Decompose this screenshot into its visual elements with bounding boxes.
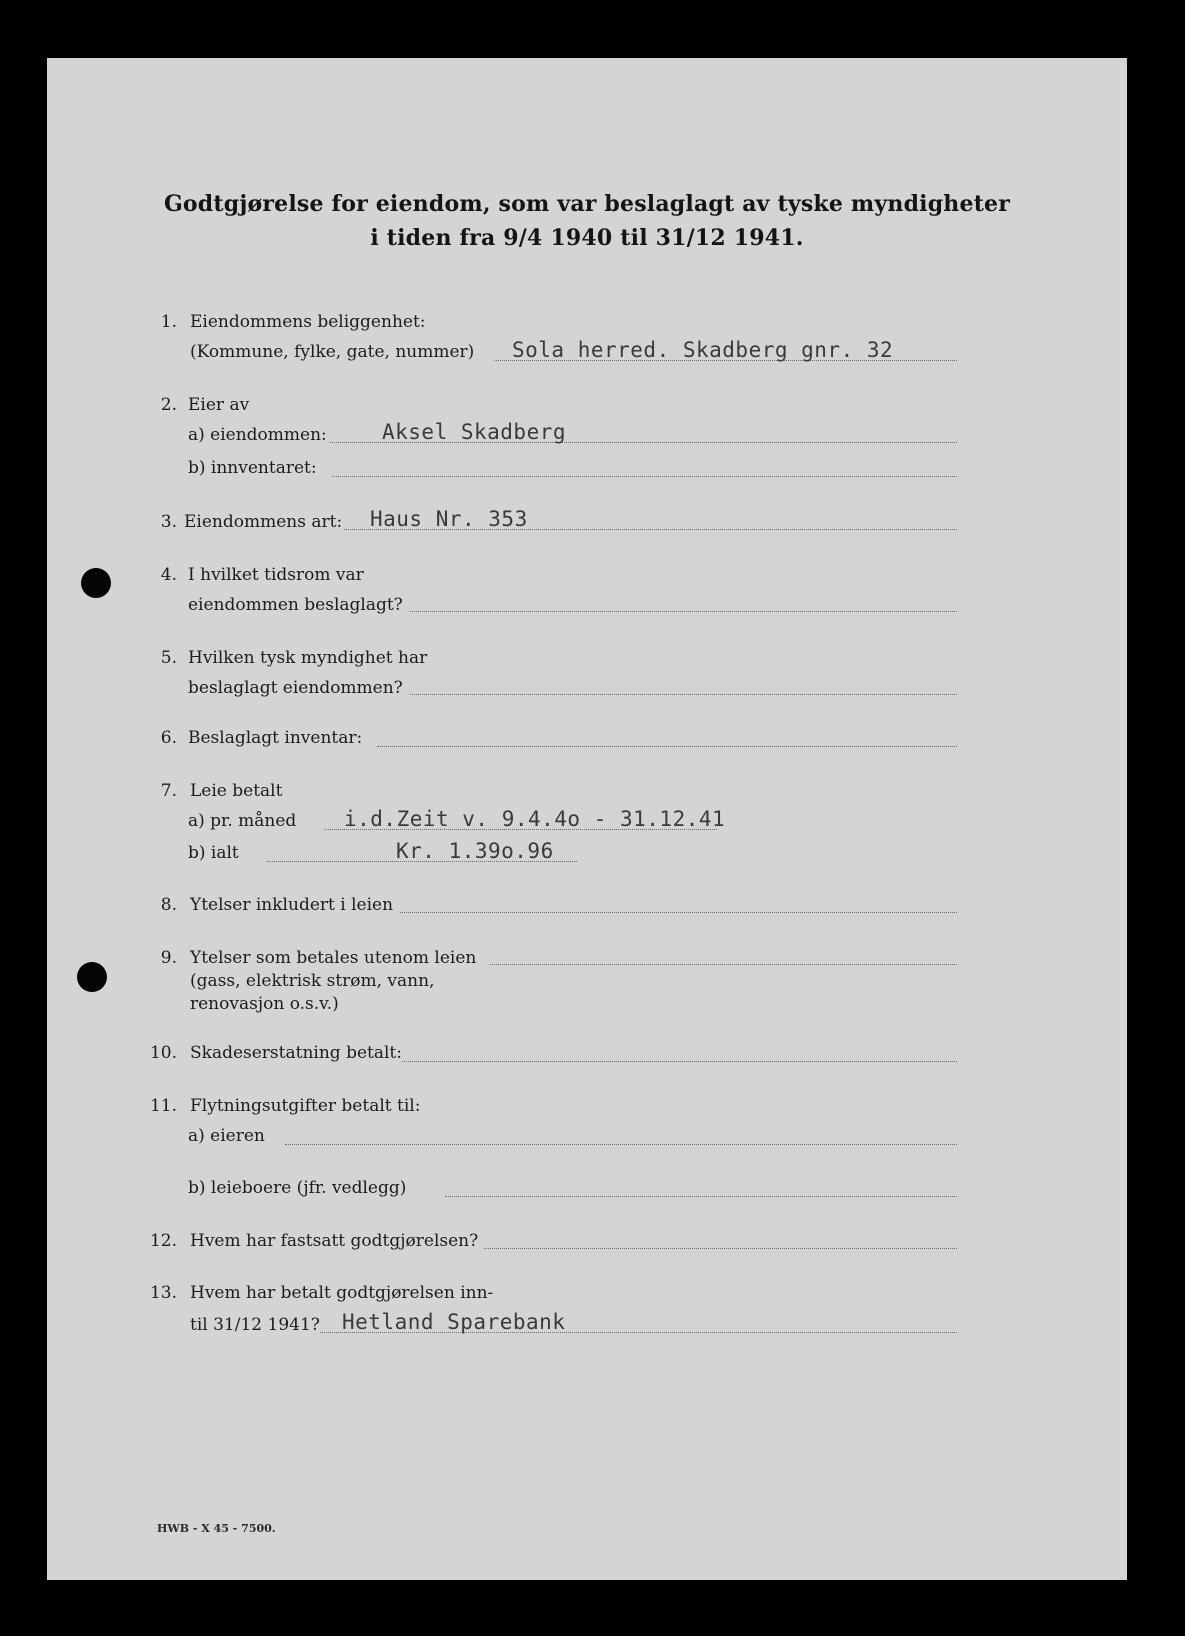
label-seizing-authority: Hvilken tysk myndighet har (188, 648, 428, 668)
label-excluded-services-3: renovasjon o.s.v.) (190, 994, 339, 1014)
label-owner: Eier av (188, 395, 250, 415)
label-compensation-paid-by-2: til 31/12 1941? (190, 1315, 320, 1335)
label-rent-monthly: a) pr. måned (188, 811, 297, 831)
form-page (47, 58, 1127, 1580)
label-included-services: Ytelser inkludert i leien (190, 895, 394, 915)
answer-line (445, 1196, 957, 1197)
answer-compensation-paid-by: Hetland Sparebank (342, 1310, 566, 1334)
item-number: 12. (149, 1231, 177, 1251)
label-compensation-set-by: Hvem har fastsatt godtgjørelsen? (190, 1231, 479, 1251)
label-excluded-services-2: (gass, elektrisk strøm, vann, (190, 971, 435, 991)
item-number: 10. (149, 1043, 177, 1063)
answer-rent-total: Kr. 1.39o.96 (396, 839, 554, 863)
answer-rent-monthly: i.d.Zeit v. 9.4.4o - 31.12.41 (344, 807, 726, 831)
label-compensation-paid-by: Hvem har betalt godtgjørelsen inn- (190, 1283, 494, 1303)
answer-line (400, 912, 957, 913)
item-number: 3. (160, 512, 177, 532)
answer-line (402, 1061, 957, 1062)
label-moving-owner: a) eieren (188, 1126, 265, 1146)
label-owner-inventory: b) innventaret: (188, 458, 317, 478)
label-moving-tenants: b) leieboere (jfr. vedlegg) (188, 1178, 407, 1198)
answer-line (332, 476, 957, 477)
label-property-type: Eiendommens art: (184, 512, 343, 532)
answer-location: Sola herred. Skadberg gnr. 32 (512, 338, 894, 362)
form-title-line2: i tiden fra 9/4 1940 til 31/12 1941. (370, 225, 804, 251)
answer-line (484, 1248, 957, 1249)
answer-line (410, 694, 957, 695)
item-number: 11. (149, 1096, 177, 1116)
item-number: 9. (160, 948, 177, 968)
label-moving-expenses: Flytningsutgifter betalt til: (190, 1096, 421, 1116)
item-number: 2. (160, 395, 177, 415)
item-number: 1. (160, 312, 177, 332)
label-seizing-authority-2: beslaglagt eiendommen? (188, 678, 403, 698)
item-number: 13. (149, 1283, 177, 1303)
label-rent-paid: Leie betalt (190, 781, 283, 801)
label-seizure-period-2: eiendommen beslaglagt? (188, 595, 403, 615)
item-number: 5. (160, 648, 177, 668)
label-owner-property: a) eiendommen: (188, 425, 327, 445)
item-number: 6. (160, 728, 177, 748)
item-number: 8. (160, 895, 177, 915)
answer-line (377, 746, 957, 747)
punch-hole (77, 962, 107, 992)
item-number: 7. (160, 781, 177, 801)
label-rent-total: b) ialt (188, 843, 239, 863)
label-location-detail: (Kommune, fylke, gate, nummer) (190, 342, 475, 362)
answer-line (285, 1144, 957, 1145)
answer-line (490, 964, 957, 965)
label-location: Eiendommens beliggenhet: (190, 312, 426, 332)
punch-hole (81, 568, 111, 598)
form-title-line1: Godtgjørelse for eiendom, som var beslaglagt av tyske myndigheter (163, 191, 1011, 217)
item-number: 4. (160, 565, 177, 585)
label-excluded-services: Ytelser som betales utenom leien (190, 948, 477, 968)
label-seized-inventory: Beslaglagt inventar: (188, 728, 363, 748)
answer-line (410, 611, 957, 612)
label-seizure-period: I hvilket tidsrom var (188, 565, 364, 585)
label-damage-compensation: Skadeserstatning betalt: (190, 1043, 402, 1063)
answer-owner-property: Aksel Skadberg (382, 420, 567, 444)
answer-property-type: Haus Nr. 353 (370, 507, 528, 531)
print-code: HWB - X 45 - 7500. (157, 1522, 276, 1535)
